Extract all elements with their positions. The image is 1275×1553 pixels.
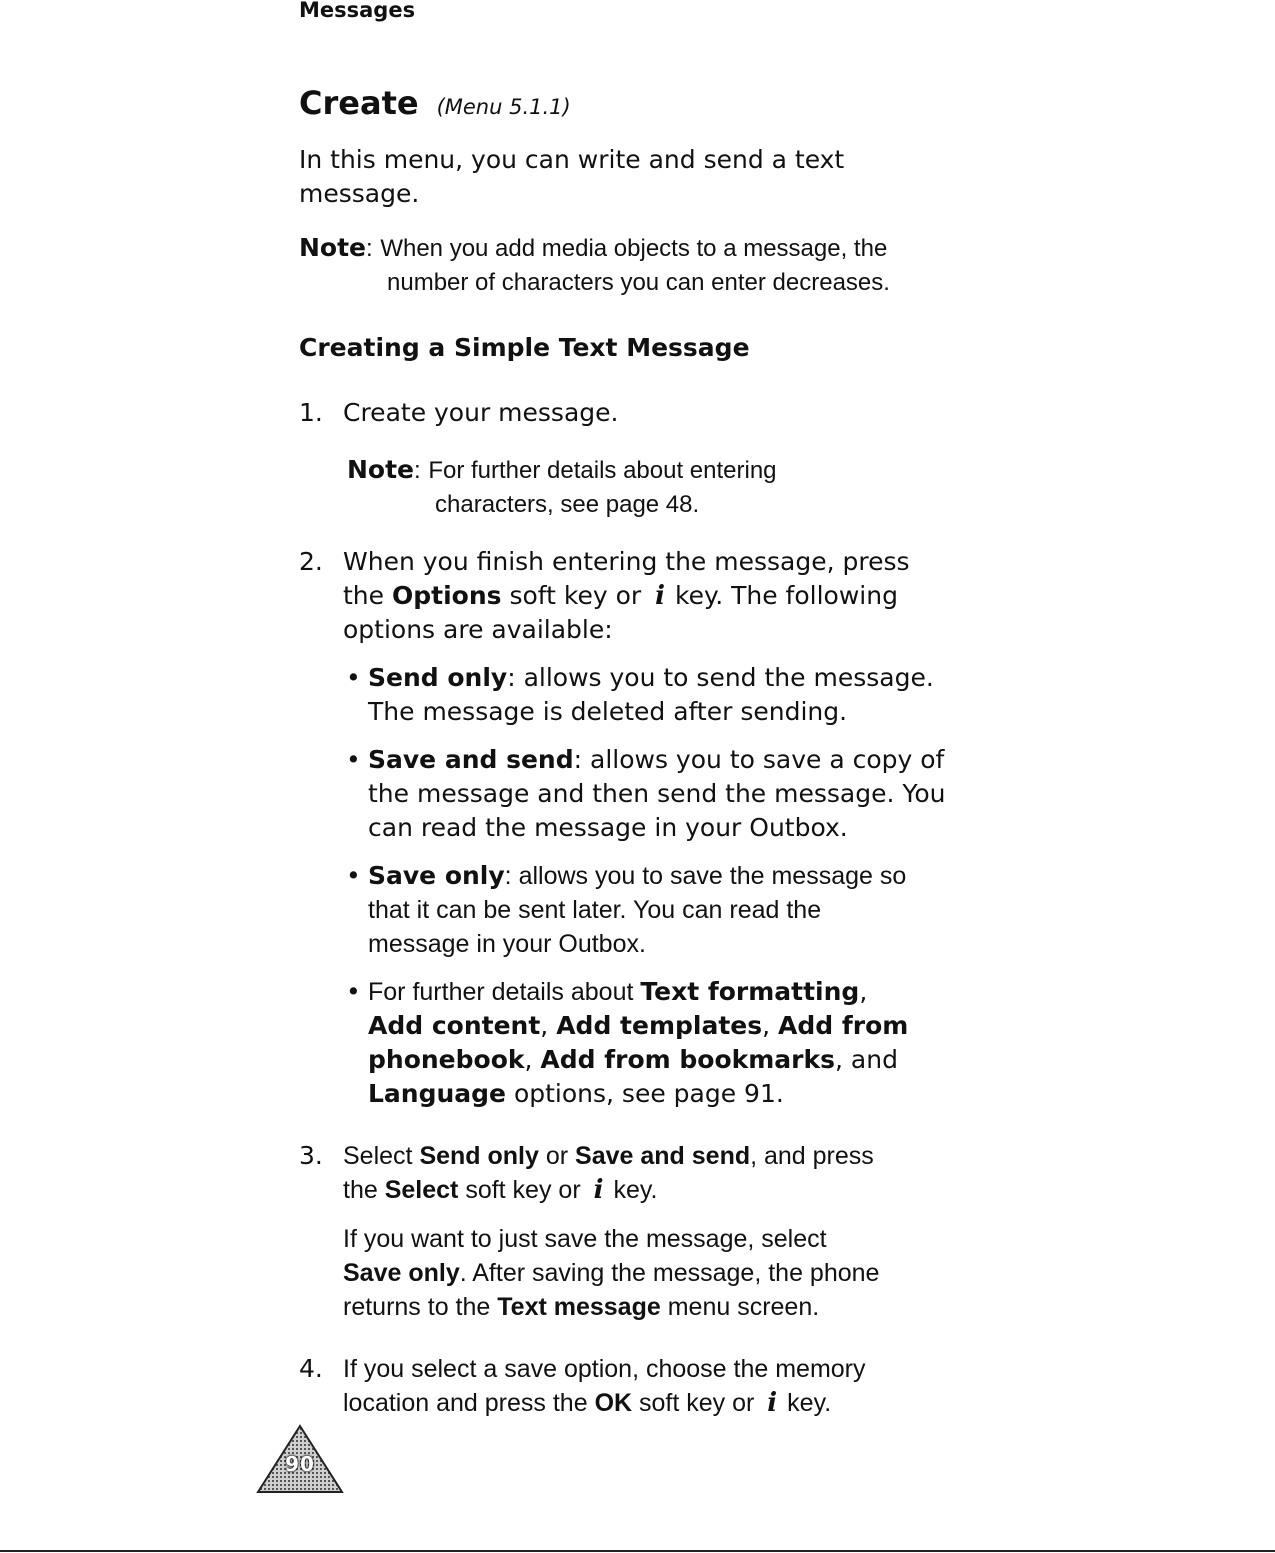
send-only-label: Send only: [419, 1142, 539, 1170]
add-content-label: Add content: [368, 1011, 541, 1040]
note-line-2: characters, see page 48.: [435, 491, 700, 518]
bullet-dot: •: [346, 745, 361, 774]
step-2-line-1: When you finish entering the message, press: [343, 547, 910, 576]
step-2-line-3: options are available:: [343, 615, 613, 644]
step-3-line-1: Select Send only or Save and send, and press: [343, 1142, 874, 1170]
i-key-icon: i: [767, 1388, 778, 1418]
bullet-send-only: • Send only: allows you to send the message. The message is deleted after sending.: [346, 663, 934, 726]
bullet-save-and-send: • Save and send: allows you to save a copy of the message and then send the message. You can read the message in your Outbox.: [346, 745, 946, 842]
step-3-save-only-paragraph: [343, 1222, 879, 1324]
text-message-label: Text message: [497, 1293, 661, 1321]
step-number-3: 3.: [299, 1141, 323, 1170]
note-label: Note: [347, 455, 415, 484]
language-label: Language: [368, 1079, 507, 1108]
intro-line-2: message.: [299, 179, 420, 208]
step-number-1: 1.: [299, 398, 323, 427]
bullet-bold-label: Save and send: [368, 745, 574, 774]
step-4-line-2: location and press the OK soft key or i key.: [343, 1388, 832, 1418]
select-softkey-label: Select: [384, 1176, 459, 1204]
note-line-2: number of characters you can enter decreases.: [387, 269, 890, 296]
step-number-2: 2.: [299, 547, 323, 576]
step-2-text: [343, 545, 910, 647]
ok-softkey-label: OK: [594, 1389, 633, 1417]
note-media-objects: [299, 231, 890, 300]
step-2-line-2: the Options soft key or i key. The following: [343, 581, 898, 611]
title-main: Create: [299, 84, 419, 122]
page-title: [299, 84, 571, 122]
intro-paragraph: [299, 143, 844, 211]
subheading: Creating a Simple Text Message: [299, 333, 750, 362]
i-key-icon: i: [593, 1175, 604, 1205]
save-only-label: Save only: [343, 1259, 460, 1287]
page-number: 90: [285, 1452, 315, 1476]
bullet-dot: •: [346, 977, 361, 1006]
step-3-line-2: the Select soft key or i key.: [343, 1175, 658, 1205]
note-line-1: When you add media objects to a message, the: [380, 235, 888, 262]
step-4-line-1: If you select a save option, choose the memory: [343, 1355, 866, 1383]
bullet-further-details: • For further details about Text formatting, Add content, Add templates, Add from phonebook, Add from bookmarks, and Language options, see page 91.: [346, 977, 909, 1108]
note-line-1: For further details about entering: [428, 457, 777, 484]
step-1-text: Create your message.: [343, 398, 619, 427]
note-colon: :: [366, 235, 373, 262]
text-formatting-label: Text formatting: [640, 977, 860, 1006]
i-key-icon: i: [655, 581, 666, 611]
save-paragraph-line-3: returns to the Text message menu screen.: [343, 1293, 820, 1321]
add-templates-label: Add templates: [556, 1011, 763, 1040]
note-entering-characters: [347, 453, 777, 522]
menu-reference: (Menu 5.1.1): [436, 95, 571, 119]
add-from-label: Add from: [778, 1011, 909, 1040]
save-paragraph-line-1: If you want to just save the message, select: [343, 1225, 827, 1253]
note-label: Note: [299, 233, 367, 262]
phonebook-label: phonebook: [368, 1045, 525, 1074]
options-softkey-label: Options: [391, 581, 502, 610]
bullet-dot: •: [346, 663, 361, 692]
save-paragraph-line-2: Save only. After saving the message, the phone: [343, 1259, 880, 1287]
step-3-text: [343, 1139, 874, 1207]
intro-line-1: In this menu, you can write and send a text: [299, 145, 845, 174]
bullet-save-only: • Save only: allows you to save the message so that it can be sent later. You can read the message in your Outbox.: [346, 861, 907, 958]
bullet-bold-label: Save only: [368, 861, 505, 890]
save-and-send-label: Save and send: [575, 1142, 751, 1170]
bullet-dot: •: [346, 861, 361, 890]
step-number-4: 4.: [299, 1354, 323, 1383]
bullet-bold-label: Send only: [368, 663, 508, 692]
bottom-rule: [0, 1550, 1275, 1552]
page-number-badge: [256, 1424, 344, 1494]
note-colon: :: [414, 457, 421, 484]
add-from-bookmarks-label: Add from bookmarks: [540, 1045, 836, 1074]
step-4-text: [343, 1352, 866, 1420]
section-header: Messages: [299, 0, 416, 22]
